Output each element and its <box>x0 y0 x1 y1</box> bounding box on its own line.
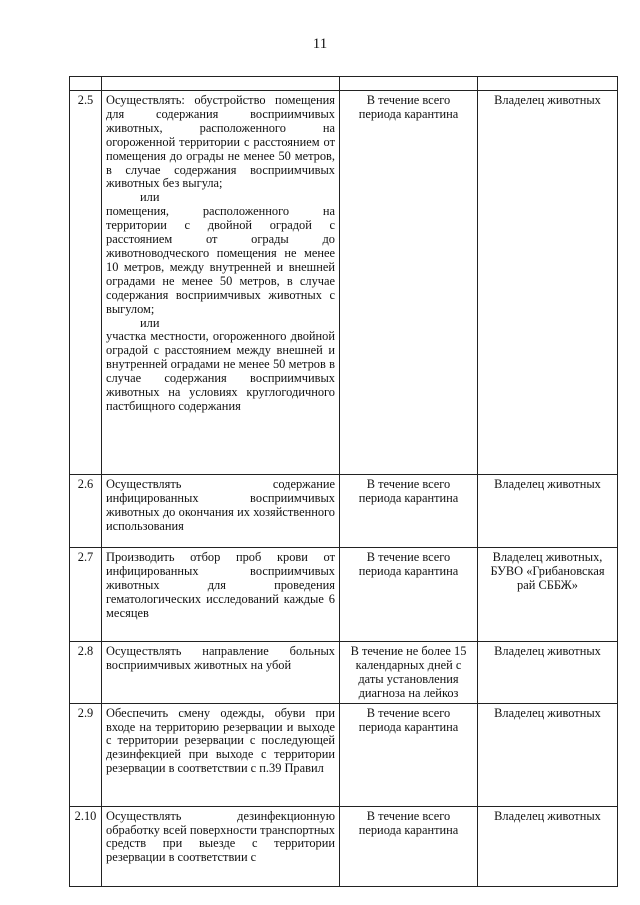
table-row <box>70 642 618 704</box>
action-cell: Производить отбор проб крови от инфицированных восприимчивых животных для проведения гематологических исследований каждые 6 месяцев <box>102 548 340 642</box>
responsible-cell: Владелец животных <box>478 642 618 704</box>
responsible-cell: Владелец животных <box>478 475 618 548</box>
action-cell: Осуществлять дезинфекционную обработку всей поверхности транспортных средств при выезде с территории резервации в соответствии с <box>102 806 340 886</box>
empty-cell <box>102 77 340 91</box>
page-number: 11 <box>312 36 328 52</box>
table-row <box>70 475 618 548</box>
item-number: 2.8 <box>70 642 102 704</box>
action-cell: Осуществлять содержание инфицированных восприимчивых животных до окончания их хозяйственного использования <box>102 475 340 548</box>
responsible-cell: Владелец животных, БУВО «Грибановская рай СББЖ» <box>478 548 618 642</box>
item-number: 2.5 <box>70 91 102 475</box>
item-number: 2.9 <box>70 703 102 806</box>
or-separator: или <box>140 190 160 205</box>
action-text: участка местности, огороженного двойной оградой с расстоянием между внешней и внутренней оградами не менее 50 метров в случае содержания восприимчивых животных на условиях круглогодичного пастбищного содержания <box>106 329 335 413</box>
or-separator: или <box>140 315 160 330</box>
action-text: Осуществлять: обустройство помещения для содержания восприимчивых животных, расположенного на огороженной территории с расстоянием от помещения до ограды не менее 50 метров, в случае содержания восприимчивых животных без выгула; <box>106 93 335 191</box>
empty-cell <box>70 77 102 91</box>
empty-cell <box>478 77 618 91</box>
table-header-row <box>70 77 618 91</box>
item-number: 2.10 <box>70 806 102 886</box>
item-number: 2.7 <box>70 548 102 642</box>
empty-cell <box>340 77 478 91</box>
action-cell: Обеспечить смену одежды, обуви при входе на территорию резервации и выходе с территории резервации с последующей дезинфекцией при выходе с территории резервации в соответствии с п.39 Правил <box>102 703 340 806</box>
action-cell <box>102 91 340 475</box>
term-cell: В течение всего периода карантина <box>340 548 478 642</box>
responsible-cell: Владелец животных <box>478 91 618 475</box>
term-cell: В течение всего периода карантина <box>340 91 478 475</box>
term-cell: В течение всего периода карантина <box>340 703 478 806</box>
term-cell: В течение всего периода карантина <box>340 806 478 886</box>
item-number: 2.6 <box>70 475 102 548</box>
table-row <box>70 91 618 475</box>
measures-table <box>69 76 618 887</box>
table-row <box>70 548 618 642</box>
table-row <box>70 703 618 806</box>
action-cell: Осуществлять направление больных восприимчивых животных на убой <box>102 642 340 704</box>
term-cell: В течение не более 15 календарных дней с даты установления диагноза на лейкоз <box>340 642 478 704</box>
term-cell: В течение всего периода карантина <box>340 475 478 548</box>
table-row <box>70 806 618 886</box>
responsible-cell: Владелец животных <box>478 806 618 886</box>
responsible-cell: Владелец животных <box>478 703 618 806</box>
action-text: помещения, расположенного на территории с двойной оградой с расстоянием от ограды до животноводческого помещения не менее 10 метров, между внутренней и внешней оградами не менее 50 метров, в случае содержания восприимчивых животных с выгулом; <box>106 204 335 316</box>
